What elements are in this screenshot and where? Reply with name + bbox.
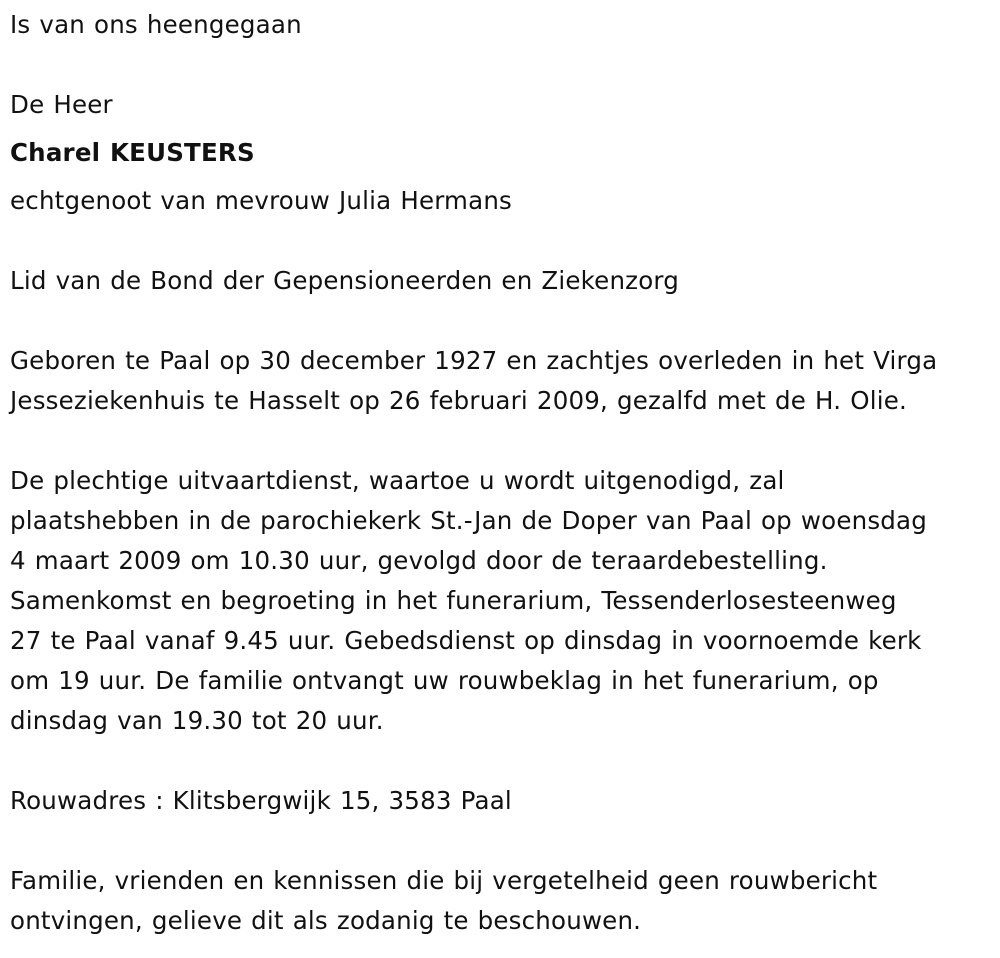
mourning-address: Rouwadres : Klitsbergwijk 15, 3583 Paal bbox=[10, 786, 512, 815]
spouse-line: echtgenoot van mevrouw Julia Hermans bbox=[10, 186, 513, 215]
service-line-5: 27 te Paal vanaf 9.45 uur. Gebedsdienst op dinsdag in voornoemde kerk bbox=[10, 626, 922, 655]
deceased-name: Charel KEUSTERS bbox=[10, 138, 255, 167]
honorific: De Heer bbox=[10, 90, 113, 119]
closing-line-1: Familie, vrienden en kennissen die bij vergetelheid geen rouwbericht bbox=[10, 866, 878, 895]
service-line-4: Samenkomst en begroeting in het funerarium, Tessenderlosesteenweg bbox=[10, 586, 897, 615]
closing-line-2: ontvingen, gelieve dit als zodanig te beschouwen. bbox=[10, 906, 642, 935]
service-line-1: De plechtige uitvaartdienst, waartoe u wordt uitgenodigd, zal bbox=[10, 466, 785, 495]
service-line-3: 4 maart 2009 om 10.30 uur, gevolgd door de teraardebestelling. bbox=[10, 546, 828, 575]
service-line-2: plaatshebben in de parochiekerk St.-Jan de Doper van Paal op woensdag bbox=[10, 506, 928, 535]
birth-death-line-2: Jesseziekenhuis te Hasselt op 26 februari 2009, gezalfd met de H. Olie. bbox=[10, 386, 907, 415]
birth-death-line-1: Geboren te Paal op 30 december 1927 en zachtjes overleden in het Virga bbox=[10, 346, 938, 375]
intro-line: Is van ons heengegaan bbox=[10, 10, 302, 39]
service-line-6: om 19 uur. De familie ontvangt uw rouwbeklag in het funerarium, op bbox=[10, 666, 879, 695]
membership-line: Lid van de Bond der Gepensioneerden en Ziekenzorg bbox=[10, 266, 680, 295]
service-line-7: dinsdag van 19.30 tot 20 uur. bbox=[10, 706, 384, 735]
